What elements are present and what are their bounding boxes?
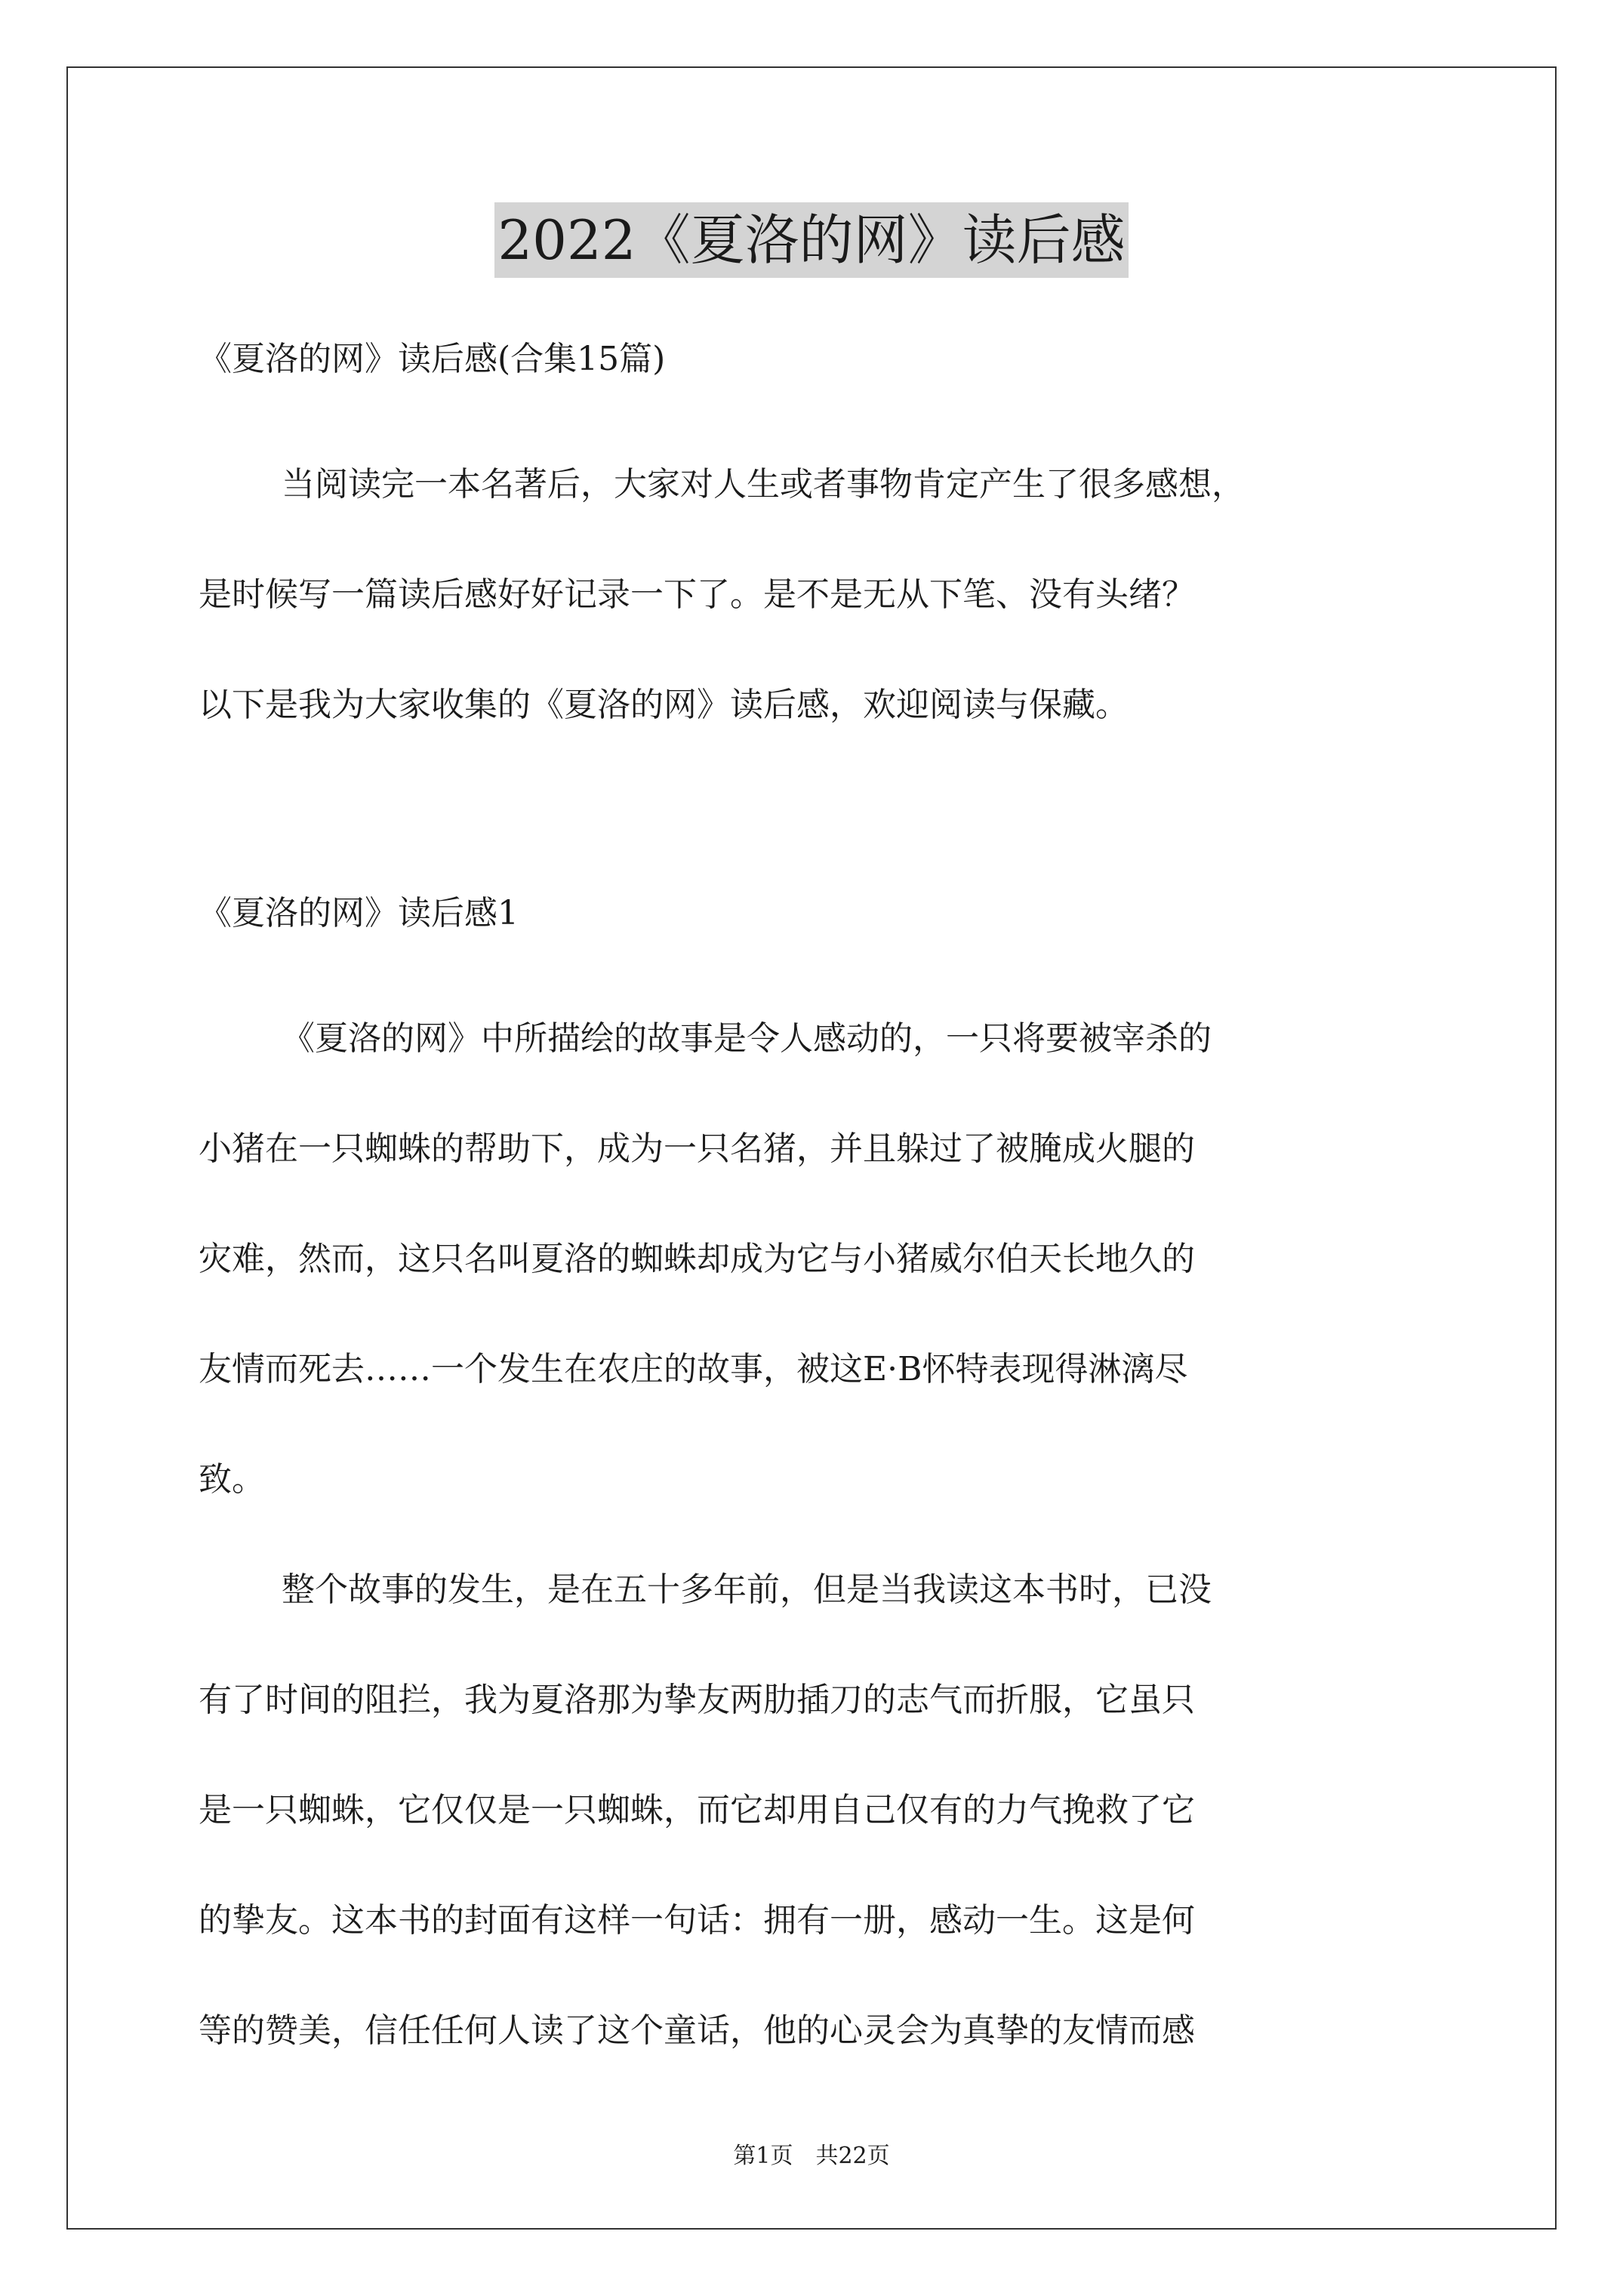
paragraph1-line-2: 小猪在一只蜘蛛的帮助下，成为一只名猪，并且躲过了被腌成火腿的 bbox=[199, 1130, 1195, 1168]
paragraph2-line-2: 有了时间的阻拦，我为夏洛那为挚友两肋插刀的志气而折服，它虽只 bbox=[199, 1681, 1195, 1719]
paragraph2-line-3: 是一只蜘蛛，它仅仅是一只蜘蛛，而它却用自己仅有的力气挽救了它 bbox=[199, 1791, 1195, 1829]
intro-line-2: 是时候写一篇读后感好好记录一下了。是不是无从下笔、没有头绪？ bbox=[199, 575, 1195, 614]
paragraph1-line-3: 灾难，然而，这只名叫夏洛的蜘蛛却成为它与小猪威尔伯天长地久的 bbox=[199, 1240, 1195, 1278]
section-heading: 《夏洛的网》读后感1 bbox=[199, 894, 519, 932]
paragraph1-line-4: 友情而死去……一个发生在农庄的故事，被这E·B怀特表现得淋漓尽 bbox=[199, 1350, 1188, 1388]
intro-line-3: 以下是我为大家收集的《夏洛的网》读后感，欢迎阅读与保藏。 bbox=[199, 686, 1129, 724]
intro-line-1: 当阅读完一本名著后，大家对人生或者事物肯定产生了很多感想， bbox=[282, 465, 1245, 504]
document-subtitle: 《夏洛的网》读后感(合集15篇) bbox=[199, 340, 666, 378]
paragraph1-line-5: 致。 bbox=[199, 1460, 265, 1499]
paragraph1-line-1: 《夏洛的网》中所描绘的故事是令人感动的，一只将要被宰杀的 bbox=[282, 1019, 1212, 1058]
document-title: 2022《夏洛的网》读后感 bbox=[494, 202, 1128, 278]
title-container bbox=[0, 202, 1623, 278]
paragraph2-line-4: 的挚友。这本书的封面有这样一句话：拥有一册，感动一生。这是何 bbox=[199, 1901, 1195, 1940]
paragraph2-line-1: 整个故事的发生，是在五十多年前，但是当我读这本书时，已没 bbox=[282, 1570, 1212, 1609]
page-number-footer: 第1页 共22页 bbox=[733, 2143, 890, 2169]
paragraph2-line-5: 等的赞美，信任任何人读了这个童话，他的心灵会为真挚的友情而感 bbox=[199, 2011, 1195, 2050]
